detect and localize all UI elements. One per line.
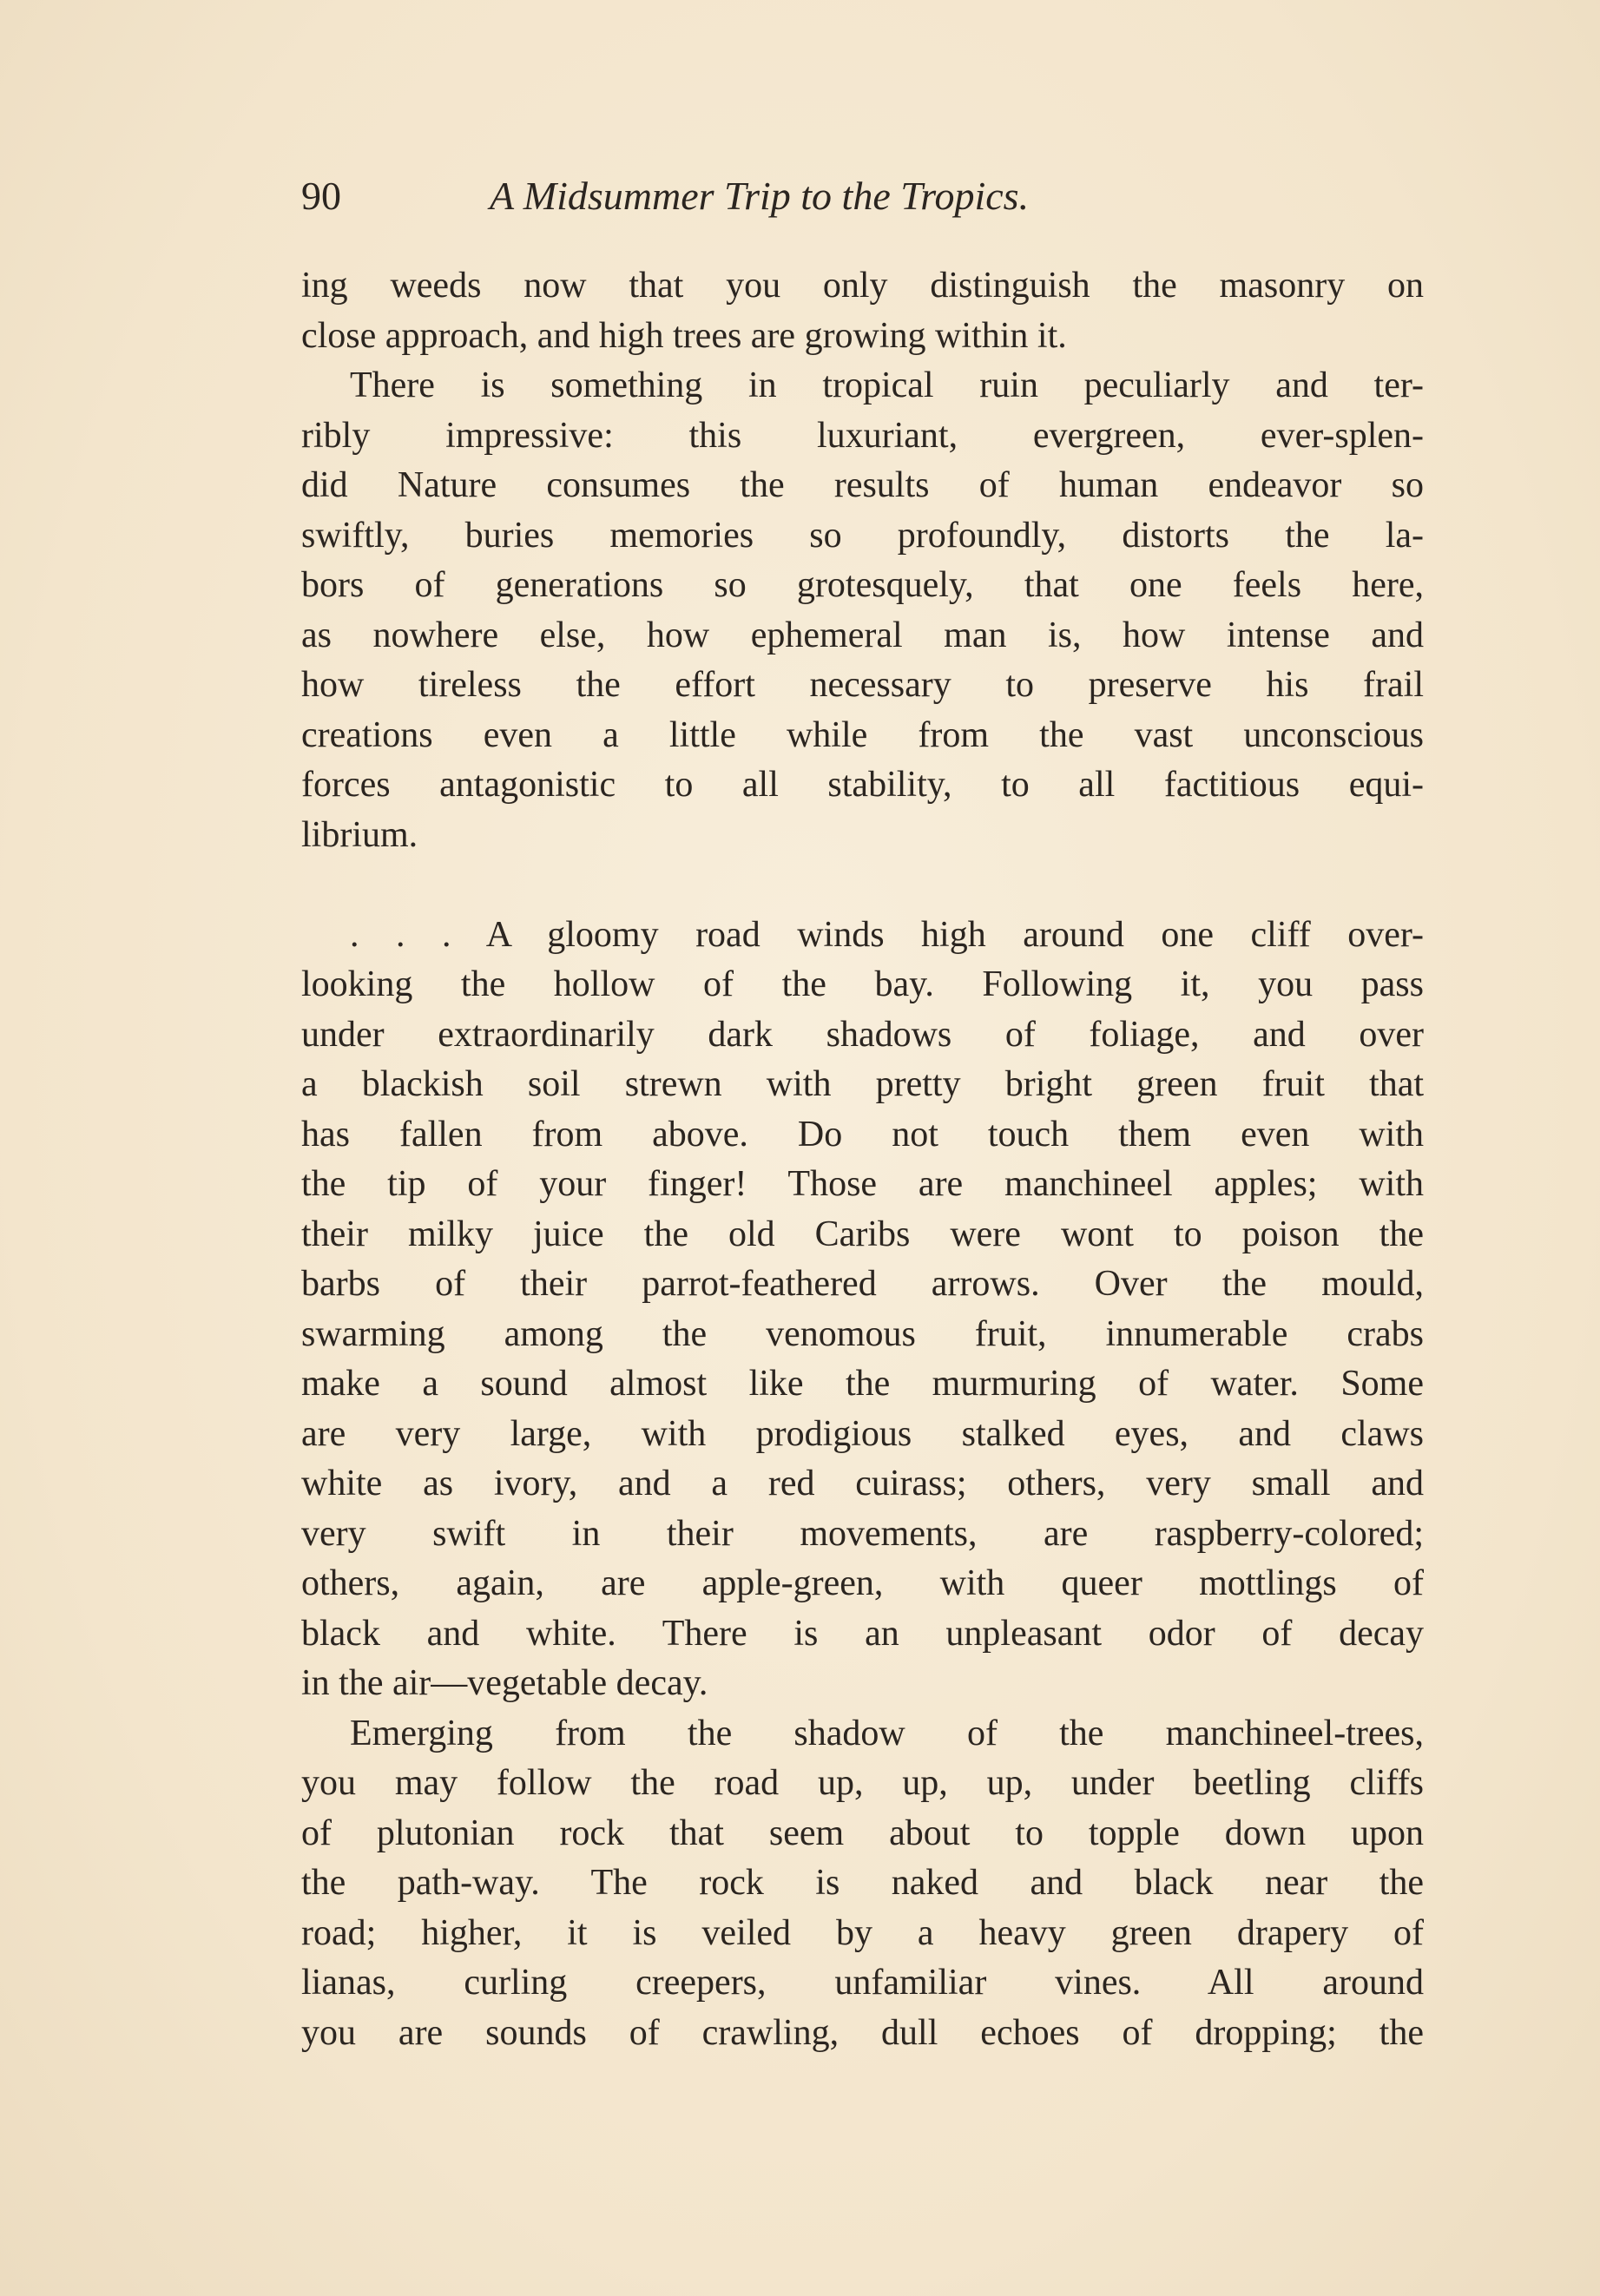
running-title: A Midsummer Trip to the Tropics. [490, 174, 1030, 218]
text-line: as nowhere else, how ephemeral man is, how intense and [301, 615, 1424, 655]
text-line: road; higher, it is veiled by a heavy green drapery of [301, 1912, 1424, 1953]
text-line: bors of generations so grotesquely, that one feels here, [301, 565, 1424, 605]
text-line: in the air—vegetable decay. [301, 1663, 708, 1703]
text-line: how tireless the effort necessary to preserve his frail [301, 665, 1424, 705]
text-line: white as ivory, and a red cuirass; others, very small and [301, 1464, 1424, 1503]
text-line: creations even a little while from the vast unconscious [301, 714, 1424, 755]
text-line: ing weeds now that you only distinguish the masonry on [301, 266, 1424, 306]
text-line: of plutonian rock that seem about to topple down upon [301, 1812, 1424, 1853]
paragraph [301, 361, 1424, 860]
text-line: lianas, curling creepers, unfamiliar vines. All around [301, 1963, 1424, 2003]
text-line: under extraordinarily dark shadows of foliage, and over [301, 1014, 1424, 1055]
text-line: swiftly, buries memories so profoundly, distorts the la- [301, 515, 1424, 556]
text-line: black and white. There is an unpleasant odor of decay [301, 1613, 1424, 1654]
text-line: a blackish soil strewn with pretty bright green fruit that [301, 1064, 1424, 1104]
text-line: has fallen from above. Do not touch them even with [301, 1114, 1424, 1155]
page-number: 90 [301, 174, 341, 218]
text-line: others, again, are apple-green, with queer mottlings of [301, 1563, 1424, 1603]
text-line: ribly impressive: this luxuriant, evergreen, ever-splen- [301, 415, 1424, 456]
text-line: the path-way. The rock is naked and black near the [301, 1863, 1424, 1903]
text-line: you are sounds of crawling, dull echoes of dropping; the [301, 2012, 1424, 2053]
text-line: librium. [301, 814, 418, 855]
text-line: the tip of your finger! Those are manchineel apples; with [301, 1164, 1424, 1204]
text-line: looking the hollow of the bay. Following it, you pass [301, 964, 1424, 1004]
text-line: make a sound almost like the murmuring of water. Some [301, 1364, 1424, 1404]
text-line: you may follow the road up, up, up, under beetling cliffs [301, 1763, 1424, 1803]
text-line: their milky juice the old Caribs were wont to poison the [301, 1214, 1424, 1254]
text-line: close approach, and high trees are growing within it. [301, 315, 1067, 356]
section-break [301, 860, 1424, 911]
text-line: There is something in tropical ruin peculiarly and ter- [350, 365, 1424, 405]
text-line: . . . A gloomy road winds high around one cliff over- [350, 914, 1424, 955]
running-header [301, 170, 1430, 222]
text-line: barbs of their parrot-feathered arrows. Over the mould, [301, 1264, 1424, 1304]
text-line: Emerging from the shadow of the manchineel-trees, [350, 1713, 1424, 1753]
text-line: very swift in their movements, are raspberry-colored; [301, 1513, 1424, 1554]
text-line: swarming among the venomous fruit, innumerable crabs [301, 1313, 1424, 1354]
text-line: are very large, with prodigious stalked eyes, and claws [301, 1413, 1424, 1454]
paragraph [301, 911, 1424, 1709]
paragraph [301, 1709, 1424, 2059]
text-line: did Nature consumes the results of human endeavor so [301, 465, 1424, 505]
paragraph [301, 261, 1424, 361]
text-line: forces antagonistic to all stability, to all factitious equi- [301, 765, 1424, 805]
body-text [301, 261, 1424, 2058]
